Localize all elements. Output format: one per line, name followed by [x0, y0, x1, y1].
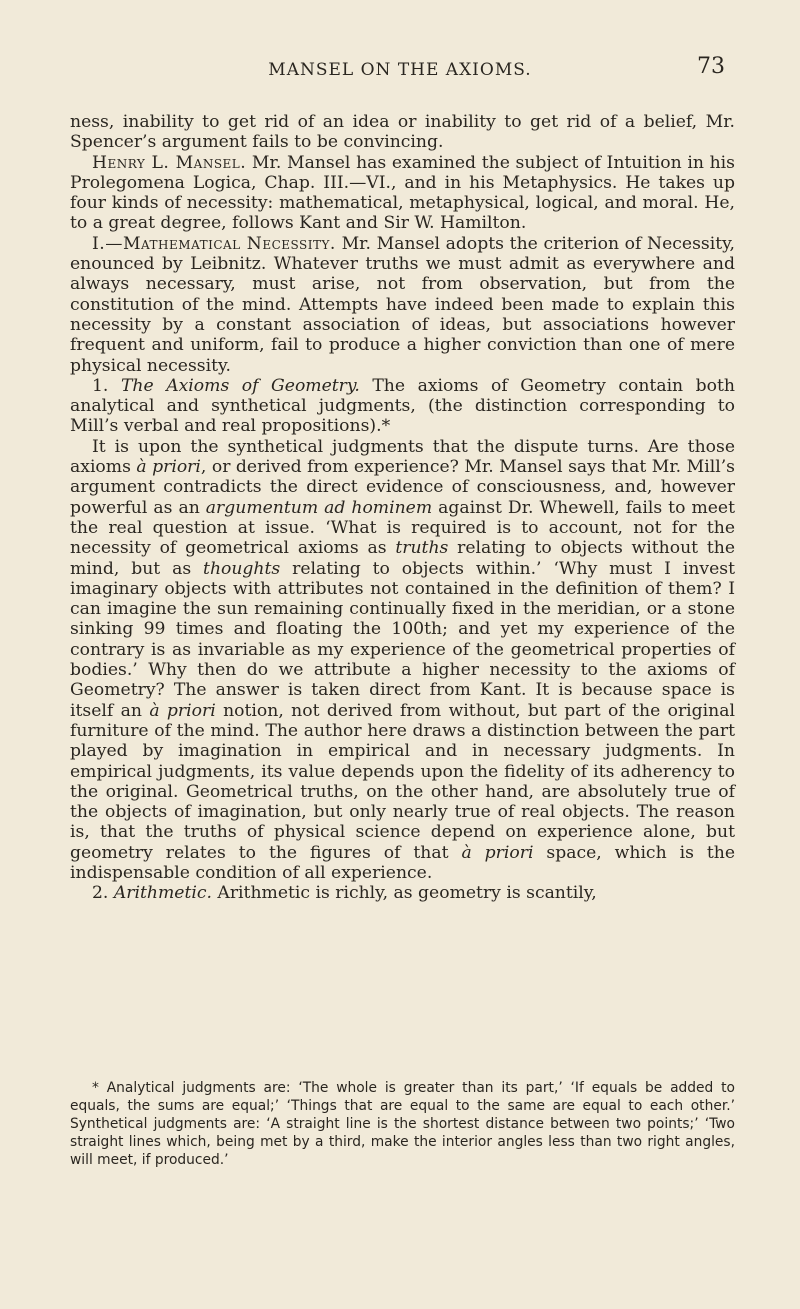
- paragraph-arithmetic: [70, 883, 735, 903]
- footnote-text: * Analytical judgments are: ‘The whole is greater than its part,’ ‘If equals be added to equals, the sums are equal;’ ‘Things that are equal to the same are equal to each other.’ Synthetical judgments are: ‘A straight line is the shortest distance between two points;’ ‘Two straight lines which, being met by a third, make the interior angles less than two right angles, will meet, if produced.’: [70, 1080, 735, 1168]
- paragraph-text: Mr. Mansel adopts the criterion of Necessity, enounced by Leibnitz. Whatever truths we must admit as everywhere and always necessary, must arise, not from observation, but from the constitution of the mind. Attempts have indeed been made to explain this necessity by a constant association of ideas, but associations however frequent and uniform, fail to produce a higher conviction than one of mere physical necessity.: [70, 233, 735, 376]
- item-number: 2.: [92, 883, 114, 904]
- italic-run: thoughts: [203, 558, 281, 579]
- italic-run: argumentum ad hominem: [205, 497, 433, 518]
- text-run: notion, not derived from without, but part of the original furniture of the mind. The author here draws a distinction between the part played by imagination in empirical and in necessary judgments. In empirical judgments, its value depends upon the fidelity of its adherency to the original. Geometrical truths, on the other hand, are absolutely true of the objects of imagination, but only nearly true of real objects. The reason is, that the truths of physical science depend on experience alone, but geometry relates to the figures of that: [70, 700, 735, 863]
- italic-run: à priori: [149, 700, 216, 721]
- text-run: relating to objects within.’ ‘Why must I invest imaginary objects with attributes not contained in the definition of them? I can imagine the sun remaining continually fixed in the meridian, or a stone sinking 99 times and floating the 100th; and yet my experience of the contrary is as invariable as my experience of the geometrical properties of bodies.’ Why then do we attribute a higher necessity to the axioms of Geometry? The answer is taken direct from Kant. It is because space is itself an: [70, 558, 735, 721]
- subheading-axioms-of-geometry: The Axioms of Geometry.: [120, 375, 360, 396]
- section-heading-mathematical-necessity: I.—Mathematical Necessity.: [92, 233, 336, 254]
- paragraph-axioms-of-geometry: [70, 376, 735, 437]
- body-text: [70, 112, 735, 904]
- paragraph-text: Arithmetic is richly, as geometry is scantily,: [211, 883, 597, 904]
- paragraph-synthetical-judgments: [70, 437, 735, 884]
- item-number: 1.: [92, 375, 121, 396]
- italic-run: à priori: [461, 842, 534, 863]
- page-header: [0, 54, 800, 86]
- paragraph-text: Mr. Mansel has examined the subject of Intuition in his Prolegomena Logica, Chap. III.—VI., and in his Metaphysics. He takes up four kinds of necessity: mathematical, metaphysical, logical, and moral. He, to a great degree, follows Kant and Sir W. Hamilton.: [70, 152, 735, 234]
- text-run: It is upon the synthetical judgments that the dispute turns. Are those axioms: [70, 436, 735, 478]
- italic-run: à priori: [136, 457, 201, 478]
- text-run: , or derived from experience? Mr. Mansel says that Mr. Mill’s argument contradicts the direct evidence of consciousness, and, however powerful as an: [70, 457, 735, 518]
- paragraph-continuation: ness, inability to get rid of an idea or inability to get rid of a belief, Mr. Spencer’s argument fails to be convincing.: [70, 112, 735, 153]
- paragraph-mansel-intro: [70, 153, 735, 234]
- paragraph-mathematical-necessity: [70, 234, 735, 376]
- footnote: [70, 1079, 735, 1169]
- italic-run: truths: [395, 538, 449, 559]
- text-run: space, which is the indispensable condition of all experience.: [70, 842, 735, 883]
- section-name-henry-mansel: Henry L. Mansel.: [92, 152, 247, 173]
- running-head: MANSEL ON THE AXIOMS.: [268, 60, 532, 80]
- paragraph-text: The axioms of Geometry contain both analytical and synthetical judgments, (the distinction corresponding to Mill’s verbal and real propositions).*: [70, 375, 735, 437]
- subheading-arithmetic: Arithmetic.: [113, 883, 212, 904]
- text-run: relating to objects without the mind, but as: [70, 538, 735, 579]
- page-number: 73: [697, 54, 725, 79]
- text-run: against Dr. Whewell, fails to meet the real question at issue. ‘What is required is to account, not for the necessity of geometrical axioms as: [70, 497, 735, 559]
